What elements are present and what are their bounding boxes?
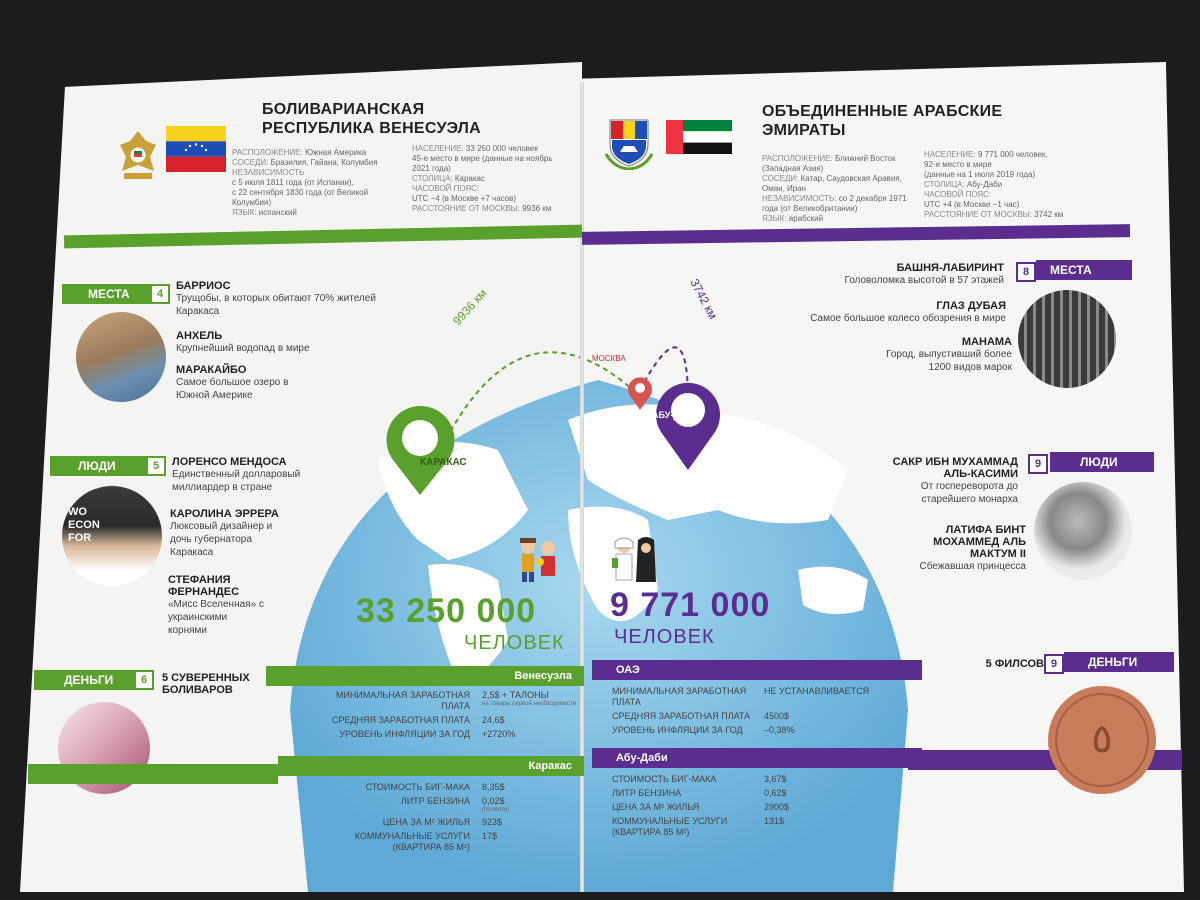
table-value-text: 8,35$	[482, 782, 505, 792]
right-info-col2	[924, 150, 1094, 220]
info-value: 92-е место в мире	[924, 160, 992, 169]
info-label: НЕЗАВИСИМОСТЬ:	[762, 194, 839, 203]
table-cell-label: СРЕДНЯЯ ЗАРАБОТНАЯ ПЛАТА	[331, 715, 470, 725]
money-tag-left: ДЕНЬГИ	[34, 670, 146, 690]
table-value-text: НЕ УСТАНАВЛИВАЕТСЯ	[764, 686, 870, 696]
info-value: Южная Америка	[304, 148, 367, 157]
table-row	[320, 831, 580, 853]
left-info-col2	[412, 144, 572, 214]
info-line	[412, 174, 572, 184]
table-value-text: 0,62$	[764, 788, 787, 798]
place-item-3-left: МАРАКАЙБО Самое большое озеро в Южной Америке	[176, 364, 289, 401]
magazine-spread	[20, 62, 1184, 892]
info-value: арабский	[788, 214, 824, 223]
table-note: на товары первой необходимости	[482, 701, 577, 707]
info-value: Оман, Иран	[762, 184, 807, 193]
info-value: Колумбии)	[232, 198, 272, 207]
table-cell-value	[470, 831, 497, 853]
table-row	[320, 690, 580, 712]
left-bottom-band	[28, 764, 278, 784]
info-line	[762, 174, 932, 184]
table-cell-label: СТОИМОСТЬ БИГ-МАКА	[612, 774, 717, 784]
table-cell-label: ЛИТР БЕНЗИНА	[612, 788, 682, 798]
emiratis-icon	[610, 534, 660, 584]
maze-tower-photo	[1018, 290, 1116, 388]
info-line	[924, 200, 1094, 210]
table-cell-label: ЦЕНА ЗА М² ЖИЛЬЯ	[382, 817, 470, 827]
table-cell-label: УРОВЕНЬ ИНФЛЯЦИИ ЗА ГОД	[339, 729, 470, 739]
population-left: 33 250 000	[356, 592, 537, 630]
table-cell-label: КОММУНАЛЬНЫЕ УСЛУГИ (КВАРТИРА 85 М²)	[354, 831, 470, 852]
table-cell-value	[470, 715, 505, 726]
info-line	[412, 184, 572, 194]
place-item-1-left: БАРРИОС Трущобы, в которых обитают 70% жителей Каракаса	[176, 280, 376, 317]
places-count-right: 8	[1016, 262, 1036, 282]
info-label: РАСПОЛОЖЕНИЕ:	[762, 154, 835, 163]
info-line	[924, 180, 1094, 190]
table-row	[320, 796, 580, 814]
uae-flag-icon	[666, 120, 732, 154]
table-cell-value	[752, 788, 787, 799]
info-line	[412, 144, 572, 154]
table-row	[612, 725, 922, 736]
table-value-text: 0,02$	[482, 796, 505, 806]
table-value-text: –0,38%	[764, 725, 795, 735]
table-value-text: 24,6$	[482, 715, 505, 725]
info-value: 2021 года)	[412, 164, 451, 173]
info-value: Бразилия, Гайана, Колумбия	[270, 158, 378, 167]
table-header-caracas: Каракас	[278, 756, 584, 776]
table-uae	[612, 686, 922, 739]
info-label: ЯЗЫК:	[232, 208, 259, 217]
table-row	[320, 729, 580, 740]
table-cell-value	[470, 690, 576, 712]
info-line	[232, 168, 422, 178]
info-line	[232, 178, 422, 188]
abudhabi-label: АБУ-ДАБИ	[652, 410, 700, 420]
table-cell-value	[470, 817, 502, 828]
info-value: с 22 сентября 1830 года (от Великой	[232, 188, 369, 197]
left-country-title: БОЛИВАРИАНСКАЯ РЕСПУБЛИКА ВЕНЕСУЭЛА	[262, 101, 482, 137]
distance-left-label: 9936 км	[449, 286, 490, 328]
info-value: 45-е место в мире (данные на ноябрь	[412, 154, 553, 163]
info-value: с 5 июля 1811 года (от Испании),	[232, 178, 354, 187]
people-count-left: 5	[146, 456, 166, 476]
table-cell-value	[470, 782, 505, 793]
right-country-title: ОБЪЕДИНЕННЫЕ АРАБСКИЕ ЭМИРАТЫ	[762, 103, 1003, 139]
venezuela-emblem-icon	[604, 114, 654, 170]
info-value: Каракас	[454, 174, 486, 183]
info-line	[762, 194, 932, 204]
left-info-col1	[232, 148, 422, 218]
money-tag-right: ДЕНЬГИ	[1064, 652, 1174, 672]
table-cell-value	[752, 816, 784, 838]
info-line	[412, 204, 572, 214]
table-row	[320, 782, 580, 793]
moscow-label: МОСКВА	[592, 354, 626, 363]
info-line	[412, 164, 572, 174]
population-unit-right: ЧЕЛОВЕК	[614, 626, 715, 648]
place-item-2-left: АНХЕЛЬ Крупнейший водопад в мире	[176, 330, 310, 354]
table-header-uae: ОАЭ	[592, 660, 922, 680]
barrios-photo	[76, 312, 166, 402]
table-cell-label: ЛИТР БЕНЗИНА	[400, 796, 470, 806]
population-unit-left: ЧЕЛОВЕК	[464, 632, 565, 654]
info-label: СОСЕДИ:	[762, 174, 801, 183]
info-label: СТОЛИЦА:	[412, 174, 455, 183]
person-item-2-right: ЛАТИФА БИНТ МОХАММЕД АЛЬ МАКТУМ II Сбежавшая принцесса	[919, 524, 1026, 572]
table-cell-label: КОММУНАЛЬНЫЕ УСЛУГИ (КВАРТИРА 85 М²)	[612, 816, 728, 837]
table-value-text: 923$	[482, 817, 503, 827]
people-tag-right: ЛЮДИ	[1050, 452, 1154, 472]
table-cell-value	[752, 774, 787, 785]
places-tag-right: МЕСТА	[1036, 260, 1132, 280]
table-cell-label: МИНИМАЛЬНАЯ ЗАРАБОТНАЯ ПЛАТА	[335, 690, 470, 711]
table-cell-label: СТОИМОСТЬ БИГ-МАКА	[365, 782, 470, 792]
table-value-text: +2720%	[482, 729, 516, 739]
info-value: Катар, Саудовская Аравия,	[800, 174, 902, 183]
info-value: (данные на 1 июля 2019 года)	[924, 170, 1036, 179]
info-value: 9936 км	[522, 204, 552, 213]
info-label: ЯЗЫК:	[762, 214, 789, 223]
info-line	[232, 208, 422, 218]
money-desc-left: 5 СУВЕРЕННЫХ БОЛИВАРОВ	[162, 672, 250, 696]
table-venezuela	[320, 690, 580, 743]
info-label: РАССТОЯНИЕ ОТ МОСКВЫ:	[924, 210, 1035, 219]
venezuela-flag-icon	[166, 126, 226, 172]
info-label: ЧАСОВОЙ ПОЯС:	[924, 190, 992, 199]
table-header-venezuela: Венесуэла	[266, 666, 584, 686]
info-line	[412, 154, 572, 164]
info-label: ЧАСОВОЙ ПОЯС:	[412, 184, 480, 193]
info-line	[232, 188, 422, 198]
money-desc-right: 5 ФИЛСОВ	[985, 658, 1044, 670]
people-count-right: 9	[1028, 454, 1048, 474]
table-value-text: 131$	[764, 816, 785, 826]
table-row	[320, 817, 580, 828]
info-label: СТОЛИЦА:	[924, 180, 967, 189]
info-line	[412, 194, 572, 204]
person-item-2-left: КАРОЛИНА ЭРРЕРА Люксовый дизайнер и дочь губернатора Каракаса	[170, 508, 279, 558]
info-label: НАСЕЛЕНИЕ:	[412, 144, 466, 153]
table-cell-value	[752, 802, 789, 813]
table-value-text: 3,67$	[764, 774, 787, 784]
places-count-left: 4	[150, 284, 170, 304]
info-label: НАСЕЛЕНИЕ:	[924, 150, 978, 159]
table-cell-label: СРЕДНЯЯ ЗАРАБОТНАЯ ПЛАТА	[612, 711, 751, 721]
info-value: UTC +4 (в Москве −1 час)	[924, 200, 1020, 209]
table-cell-label: ЦЕНА ЗА М² ЖИЛЬЯ	[612, 802, 700, 812]
table-cell-value	[752, 711, 789, 722]
info-label: НЕЗАВИСИМОСТЬ	[232, 168, 305, 177]
table-header-abudhabi: Абу-Даби	[592, 748, 922, 768]
info-line	[762, 184, 932, 194]
table-abudhabi	[612, 774, 922, 841]
venezuelans-icon	[514, 534, 562, 584]
population-right: 9 771 000	[610, 586, 771, 624]
info-value: UTC −4 (в Москве +7 часов)	[412, 194, 517, 203]
table-value-text: 2900$	[764, 802, 790, 812]
caracas-label: КАРАКАС	[420, 457, 467, 468]
info-line	[762, 154, 932, 164]
info-value: года (от Великобритании)	[762, 204, 858, 213]
money-count-right: 9	[1044, 654, 1064, 674]
info-value: (Западная Азия)	[762, 164, 824, 173]
info-line	[762, 214, 932, 224]
info-line	[762, 164, 932, 174]
table-cell-value	[470, 796, 509, 814]
people-photo-left: WO ECON FOR	[62, 486, 162, 586]
info-value: Абу-Даби	[966, 180, 1003, 189]
right-info-col1	[762, 154, 932, 224]
person-item-3-left: СТЕФАНИЯ ФЕРНАНДЕС «Мисс Вселенная» с украинскими корнями	[168, 574, 264, 636]
coin-icon	[1046, 684, 1158, 796]
table-value-text: 2,5$ + ТАЛОНЫ	[482, 690, 549, 700]
uae-emblem-icon	[116, 127, 160, 183]
table-note: (по квоте)	[482, 807, 510, 813]
table-value-text: 4500$	[764, 711, 790, 721]
info-value: 3742 км	[1034, 210, 1064, 219]
places-tag-left: МЕСТА	[62, 284, 158, 304]
info-value: со 2 декабря 1971	[838, 194, 907, 203]
table-cell-value	[752, 725, 795, 736]
info-value: 33 250 000 человек	[465, 144, 538, 153]
people-photo-right	[1034, 482, 1132, 580]
info-line	[232, 158, 422, 168]
table-value-text: 17$	[482, 831, 498, 841]
place-item-1-right: БАШНЯ-ЛАБИРИНТ Головоломка высотой в 57 этажей	[844, 262, 1004, 286]
table-cell-label: МИНИМАЛЬНАЯ ЗАРАБОТНАЯ ПЛАТА	[612, 686, 747, 707]
table-row	[612, 686, 922, 708]
info-line	[232, 148, 422, 158]
svg-text:٥: ٥	[1091, 716, 1113, 762]
distance-right-label: 3742 км	[687, 276, 721, 322]
info-line	[924, 170, 1094, 180]
info-line	[924, 210, 1094, 220]
info-label: СОСЕДИ:	[232, 158, 271, 167]
table-row	[320, 715, 580, 726]
table-row	[612, 711, 922, 722]
info-label: РАССТОЯНИЕ ОТ МОСКВЫ:	[412, 204, 523, 213]
info-value: 9 771 000 человек,	[977, 150, 1048, 159]
info-line	[232, 198, 422, 208]
info-label: РАСПОЛОЖЕНИЕ:	[232, 148, 305, 157]
info-value: испанский	[258, 208, 297, 217]
table-cell-value	[752, 686, 869, 708]
table-row	[612, 774, 922, 785]
info-value: Ближний Восток	[834, 154, 896, 163]
info-line	[924, 160, 1094, 170]
table-row	[612, 788, 922, 799]
money-count-left: 6	[134, 670, 154, 690]
person-item-1-left: ЛОРЕНСО МЕНДОСА Единственный долларовый миллиардер в стране	[172, 456, 301, 493]
table-cell-value	[470, 729, 515, 740]
person-item-1-right: САКР ИБН МУХАММАД АЛЬ-КАСИМИ От госпереворота до старейшего монарха	[892, 456, 1018, 505]
table-row	[612, 816, 922, 838]
info-line	[924, 190, 1094, 200]
place-item-2-right: ГЛАЗ ДУБАЯ Самое большое колесо обозрения в мире	[810, 300, 1006, 324]
table-cell-label: УРОВЕНЬ ИНФЛЯЦИИ ЗА ГОД	[612, 725, 743, 735]
table-caracas	[320, 782, 580, 856]
table-row	[612, 802, 922, 813]
people-tag-left: ЛЮДИ	[50, 456, 158, 476]
info-line	[762, 204, 932, 214]
info-line	[924, 150, 1094, 160]
place-item-3-right: МАНАМА Город, выпустивший более 1200 видов марок	[886, 336, 1012, 373]
